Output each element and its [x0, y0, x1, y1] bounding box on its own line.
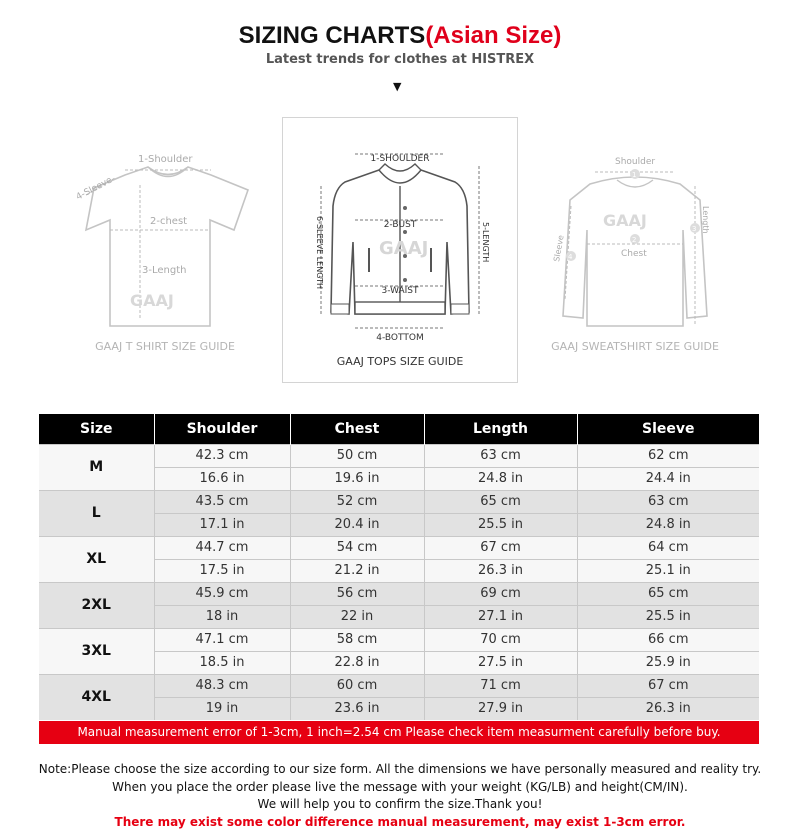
size-notes	[0, 761, 800, 831]
tshirt-size-guide	[70, 140, 260, 360]
tshirt-diagram	[70, 140, 260, 340]
table-row	[39, 674, 759, 697]
tshirt-guide-caption: GAAJ T SHIRT SIZE GUIDE	[95, 340, 235, 353]
tshirt-shoulder-label: 1-Shoulder	[138, 154, 193, 165]
table-cell: 63 cm	[577, 490, 759, 513]
sweatshirt-size-guide	[545, 150, 725, 360]
sweatshirt-marker-4: 4	[568, 253, 573, 261]
header-shoulder: Shoulder	[154, 414, 290, 444]
color-difference-warning: There may exist some color difference manual measurement, may exist 1-3cm error.	[114, 814, 686, 829]
table-cell: 42.3 cm	[154, 444, 290, 467]
tshirt-sleeve-label: 4-Sleeve	[74, 175, 114, 203]
table-header-row	[39, 414, 759, 444]
table-row	[39, 628, 759, 651]
table-cell: 26.3 in	[577, 697, 759, 720]
table-cell: 22.8 in	[290, 651, 424, 674]
table-cell: 24.4 in	[577, 467, 759, 490]
table-cell: 19 in	[154, 697, 290, 720]
sweatshirt-marker-1: 1	[632, 171, 637, 179]
table-cell: 50 cm	[290, 444, 424, 467]
tops-size-guide	[282, 117, 518, 383]
note-line: We will help you to confirm the size.Thank you!	[257, 797, 543, 811]
table-cell: 18.5 in	[154, 651, 290, 674]
table-cell: 44.7 cm	[154, 536, 290, 559]
sweatshirt-brand-watermark: GAAJ	[603, 211, 647, 230]
tops-shoulder-label: 1-SHOULDER	[370, 154, 430, 164]
measurement-error-banner: Manual measurement error of 1-3cm, 1 inch=2.54 cm Please check item measurment carefully before buy.	[39, 721, 759, 744]
table-cell: 18 in	[154, 605, 290, 628]
size-cell: 2XL	[39, 582, 154, 628]
tops-length-label: 5-LENGTH	[481, 222, 490, 263]
tops-brand-watermark: GAAJ	[379, 238, 429, 259]
table-cell: 48.3 cm	[154, 674, 290, 697]
page-subtitle: Latest trends for clothes at HISTREX	[265, 52, 535, 67]
table-cell: 69 cm	[424, 582, 577, 605]
table-cell: 25.5 in	[424, 513, 577, 536]
down-arrow-icon: ▼	[393, 80, 402, 93]
jacket-diagram	[283, 126, 517, 358]
table-cell: 26.3 in	[424, 559, 577, 582]
table-cell: 21.2 in	[290, 559, 424, 582]
table-cell: 23.6 in	[290, 697, 424, 720]
table-cell: 43.5 cm	[154, 490, 290, 513]
tshirt-length-label: 3-Length	[142, 265, 187, 276]
table-row	[39, 490, 759, 513]
tshirt-chest-label: 2-chest	[150, 216, 188, 227]
table-cell: 58 cm	[290, 628, 424, 651]
sweatshirt-shoulder-label: Shoulder	[615, 157, 656, 167]
table-cell: 52 cm	[290, 490, 424, 513]
table-cell: 47.1 cm	[154, 628, 290, 651]
tops-waist-label: 3-WAIST	[381, 286, 419, 296]
table-cell: 62 cm	[577, 444, 759, 467]
table-cell: 16.6 in	[154, 467, 290, 490]
table-cell: 66 cm	[577, 628, 759, 651]
table-cell: 70 cm	[424, 628, 577, 651]
table-cell: 19.6 in	[290, 467, 424, 490]
table-row	[39, 582, 759, 605]
size-cell: M	[39, 444, 154, 490]
table-cell: 17.1 in	[154, 513, 290, 536]
tops-guide-caption: GAAJ TOPS SIZE GUIDE	[336, 355, 464, 368]
table-cell: 67 cm	[577, 674, 759, 697]
table-cell: 25.5 in	[577, 605, 759, 628]
header-length: Length	[424, 414, 577, 444]
size-table	[39, 414, 759, 720]
size-cell: XL	[39, 536, 154, 582]
table-row	[39, 536, 759, 559]
table-cell: 17.5 in	[154, 559, 290, 582]
table-cell: 71 cm	[424, 674, 577, 697]
table-cell: 63 cm	[424, 444, 577, 467]
sweatshirt-length-label: Length	[701, 206, 710, 234]
table-cell: 65 cm	[424, 490, 577, 513]
header-sleeve: Sleeve	[577, 414, 759, 444]
note-line: When you place the order please live the message with your weight (KG/LB) and height(CM/IN).	[112, 779, 688, 794]
tops-bust-label: 2-BUST	[383, 220, 417, 230]
table-cell: 56 cm	[290, 582, 424, 605]
table-cell: 60 cm	[290, 674, 424, 697]
table-cell: 27.5 in	[424, 651, 577, 674]
sweatshirt-chest-label: Chest	[621, 249, 647, 259]
sweatshirt-guide-caption: GAAJ SWEATSHIRT SIZE GUIDE	[551, 340, 719, 353]
sweatshirt-marker-3: 3	[692, 225, 697, 233]
sweatshirt-diagram	[545, 150, 725, 340]
table-cell: 25.1 in	[577, 559, 759, 582]
tops-bottom-label: 4-BOTTOM	[376, 333, 424, 343]
table-cell: 24.8 in	[577, 513, 759, 536]
tshirt-brand-watermark: GAAJ	[130, 291, 174, 310]
header-size: Size	[39, 414, 154, 444]
table-cell: 24.8 in	[424, 467, 577, 490]
size-cell: 4XL	[39, 674, 154, 720]
sweatshirt-sleeve-label: Sleeve	[552, 234, 566, 263]
table-cell: 27.9 in	[424, 697, 577, 720]
table-cell: 64 cm	[577, 536, 759, 559]
sweatshirt-marker-2: 2	[632, 236, 637, 244]
table-cell: 22 in	[290, 605, 424, 628]
note-line: Note:Please choose the size according to our size form. All the dimensions we have personally measured and reality try.	[38, 762, 762, 776]
table-cell: 45.9 cm	[154, 582, 290, 605]
header-chest: Chest	[290, 414, 424, 444]
table-cell: 25.9 in	[577, 651, 759, 674]
tops-sleeve-label: 6-SLEEVE LENGTH	[315, 216, 324, 290]
table-cell: 20.4 in	[290, 513, 424, 536]
size-cell: L	[39, 490, 154, 536]
table-cell: 27.1 in	[424, 605, 577, 628]
size-cell: 3XL	[39, 628, 154, 674]
table-cell: 67 cm	[424, 536, 577, 559]
table-cell: 54 cm	[290, 536, 424, 559]
table-cell: 65 cm	[577, 582, 759, 605]
page-title: SIZING CHARTS(Asian Size)	[238, 22, 562, 49]
table-row	[39, 444, 759, 467]
